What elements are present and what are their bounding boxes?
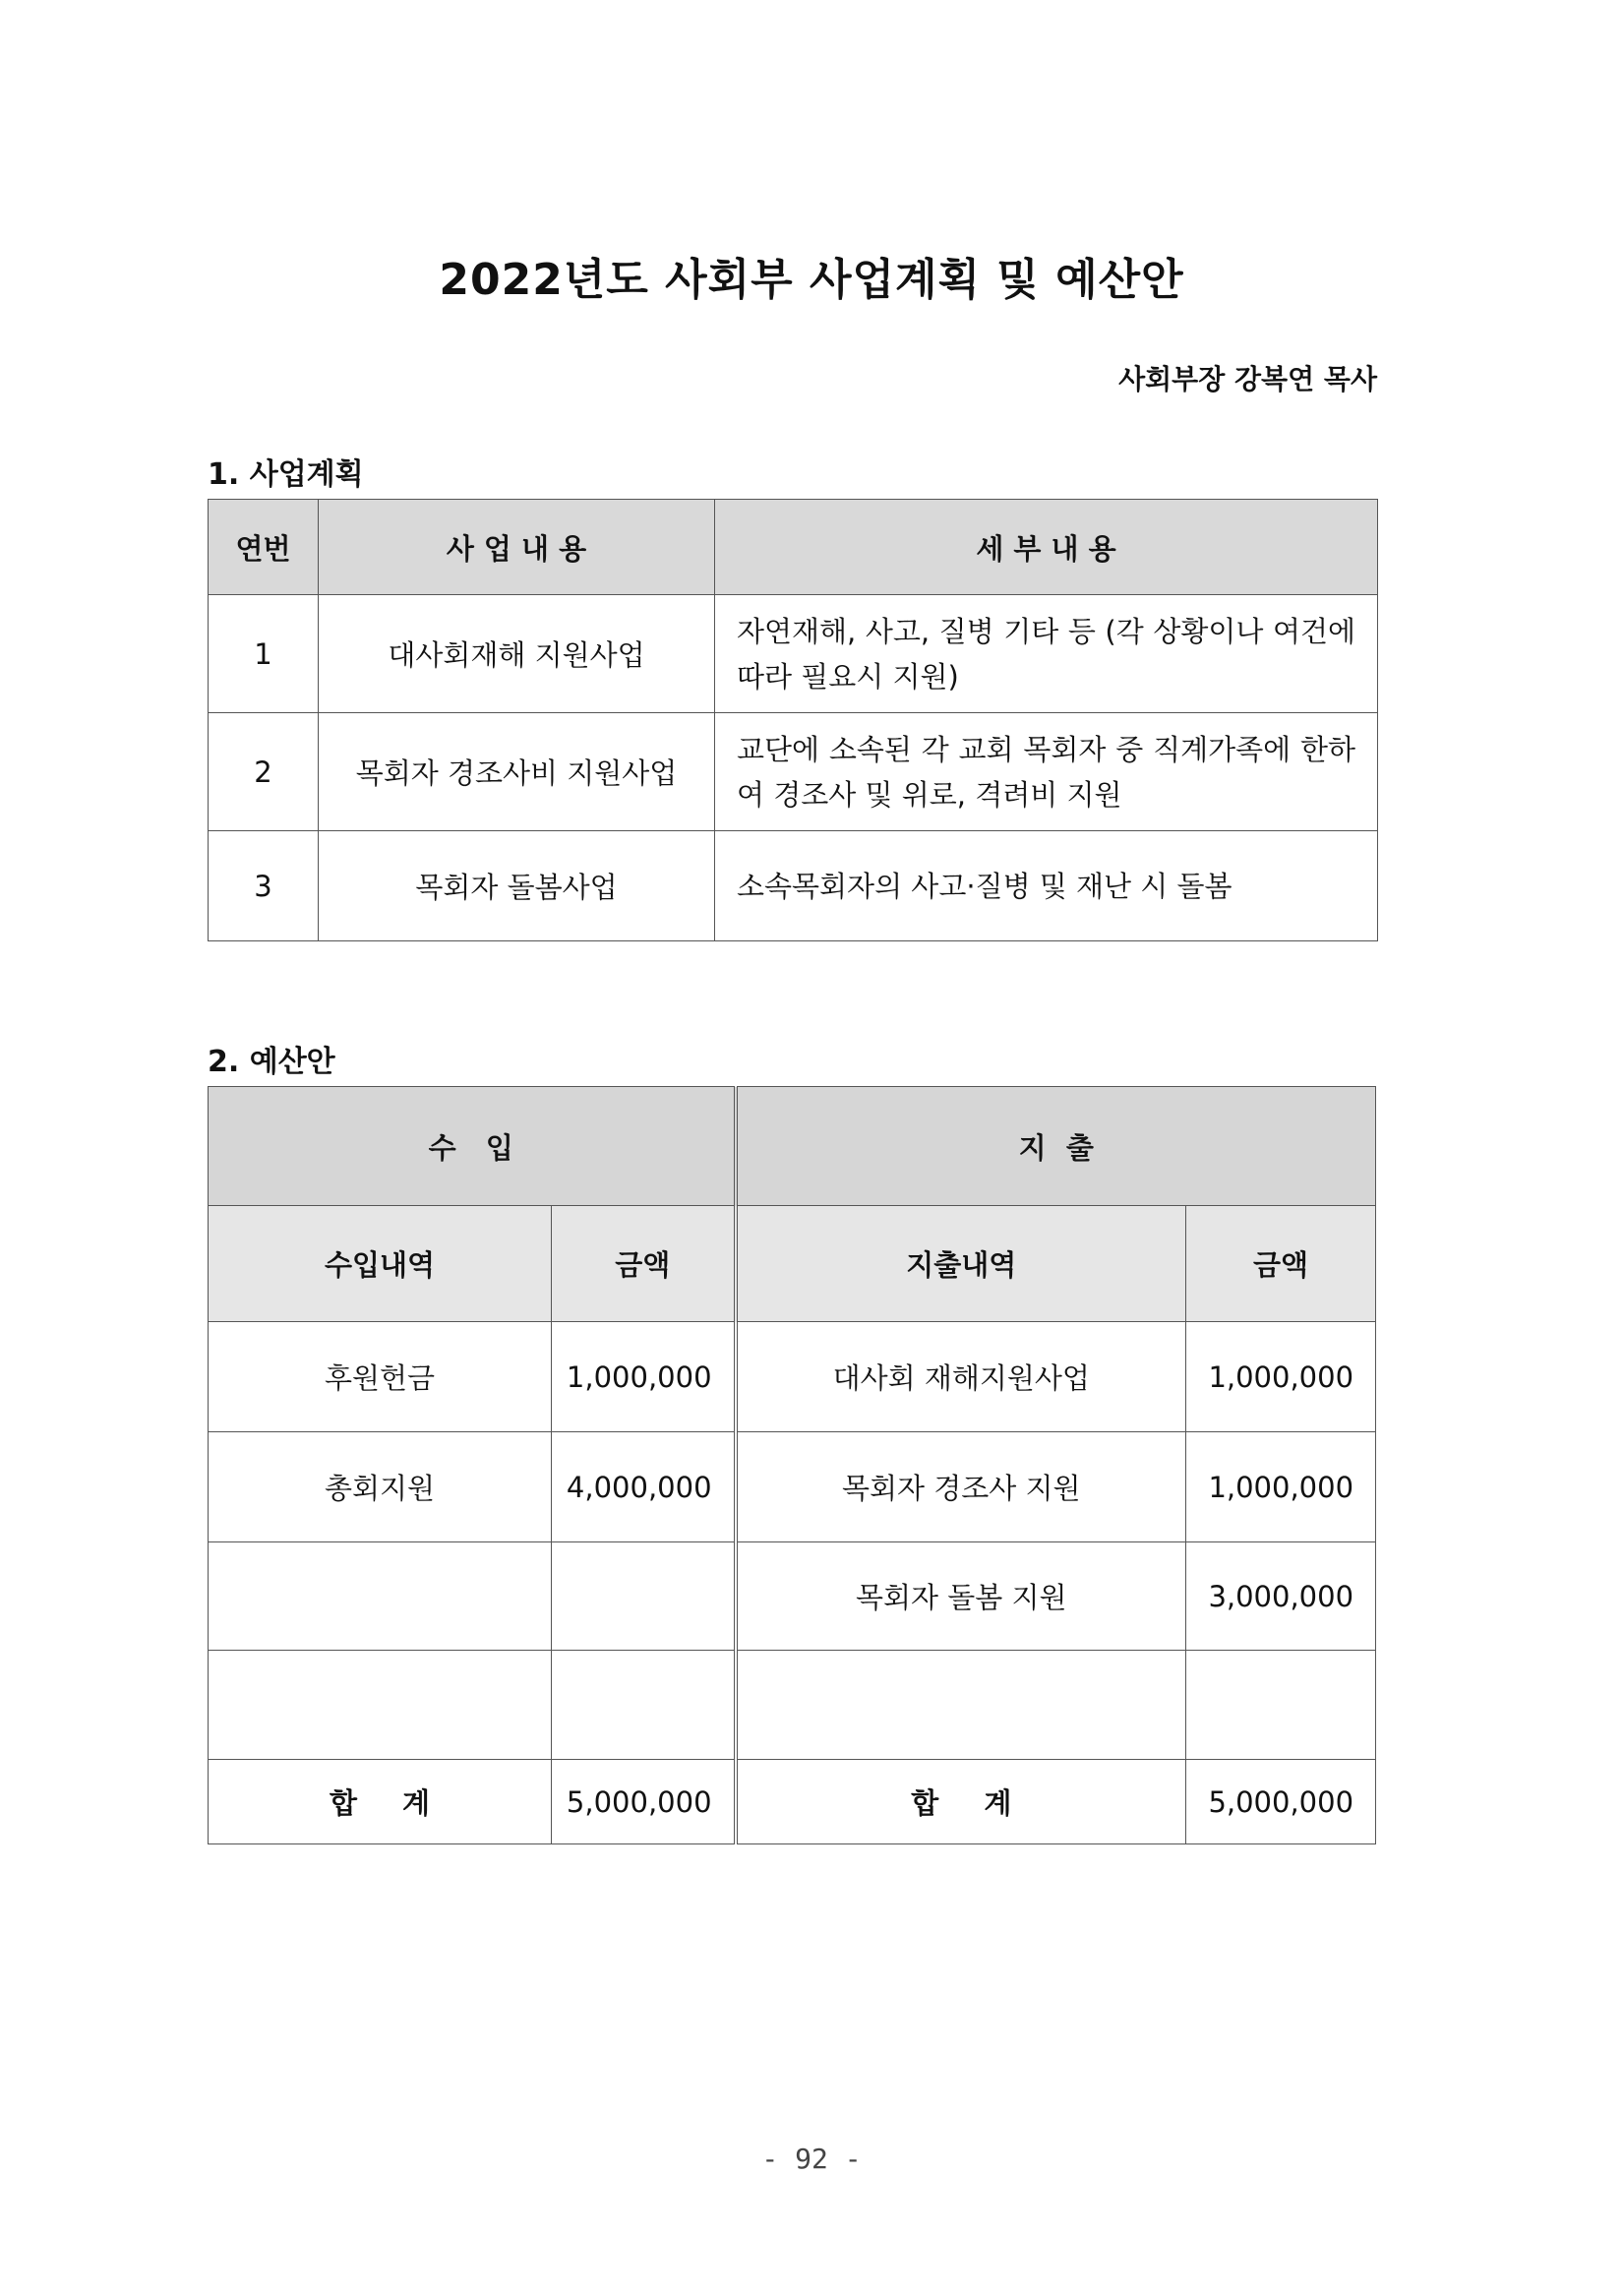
plan-header-row (209, 500, 1378, 595)
table-row (209, 713, 1378, 831)
income-item: 후원헌금 (209, 1322, 552, 1432)
expense-item: 목회자 돌봄 지원 (736, 1542, 1186, 1651)
expense-item (736, 1651, 1186, 1760)
table-row (209, 831, 1378, 941)
document-title: 2022년도 사회부 사업계획 및 예산안 (439, 255, 1184, 305)
table-row (209, 1322, 1376, 1432)
budget-group-header-row (209, 1087, 1376, 1206)
expense-item: 목회자 경조사 지원 (736, 1432, 1186, 1542)
table-row (209, 1651, 1376, 1760)
expense-amount: 1,000,000 (1186, 1322, 1376, 1432)
expense-amount: 3,000,000 (1186, 1542, 1376, 1651)
column-header-number: 연번 (209, 500, 319, 595)
income-item (209, 1651, 552, 1760)
income-amount (552, 1651, 736, 1760)
row-number: 2 (209, 713, 319, 831)
section-heading-plan: 1. 사업계획 (208, 457, 364, 492)
project-name: 목회자 돌봄사업 (319, 831, 715, 941)
column-header-income-item: 수입내역 (209, 1206, 552, 1322)
expense-amount: 1,000,000 (1186, 1432, 1376, 1542)
row-number: 1 (209, 595, 319, 713)
income-item (209, 1542, 552, 1651)
income-amount: 4,000,000 (552, 1432, 736, 1542)
project-detail: 자연재해, 사고, 질병 기타 등 (각 상황이나 여건에 따라 필요시 지원) (715, 595, 1378, 713)
expense-header: 지 출 (736, 1087, 1376, 1206)
income-item: 총회지원 (209, 1432, 552, 1542)
project-detail: 소속목회자의 사고·질병 및 재난 시 돌봄 (715, 831, 1378, 941)
plan-table (208, 499, 1378, 941)
income-header: 수 입 (209, 1087, 736, 1206)
budget-column-header-row (209, 1206, 1376, 1322)
column-header-income-amount: 금액 (552, 1206, 736, 1322)
section-heading-budget: 2. 예산안 (208, 1045, 335, 1079)
column-header-expense-amount: 금액 (1186, 1206, 1376, 1322)
income-total-label: 합 계 (209, 1760, 552, 1844)
expense-total: 5,000,000 (1186, 1760, 1376, 1844)
column-header-detail: 세 부 내 용 (715, 500, 1378, 595)
income-amount: 1,000,000 (552, 1322, 736, 1432)
expense-total-label: 합 계 (736, 1760, 1186, 1844)
project-name: 목회자 경조사비 지원사업 (319, 713, 715, 831)
column-header-expense-item: 지출내역 (736, 1206, 1186, 1322)
income-amount (552, 1542, 736, 1651)
expense-amount (1186, 1651, 1376, 1760)
column-header-project: 사 업 내 용 (319, 500, 715, 595)
table-row (209, 1432, 1376, 1542)
row-number: 3 (209, 831, 319, 941)
total-row (209, 1760, 1376, 1844)
project-detail: 교단에 소속된 각 교회 목회자 중 직계가족에 한하여 경조사 및 위로, 격려비 지원 (715, 713, 1378, 831)
expense-item: 대사회 재해지원사업 (736, 1322, 1186, 1432)
income-total: 5,000,000 (552, 1760, 736, 1844)
page-number: - 92 - (761, 2143, 862, 2175)
budget-table (208, 1086, 1376, 1844)
table-row (209, 1542, 1376, 1651)
author-line: 사회부장 강복연 목사 (1118, 363, 1377, 395)
project-name: 대사회재해 지원사업 (319, 595, 715, 713)
table-row (209, 595, 1378, 713)
